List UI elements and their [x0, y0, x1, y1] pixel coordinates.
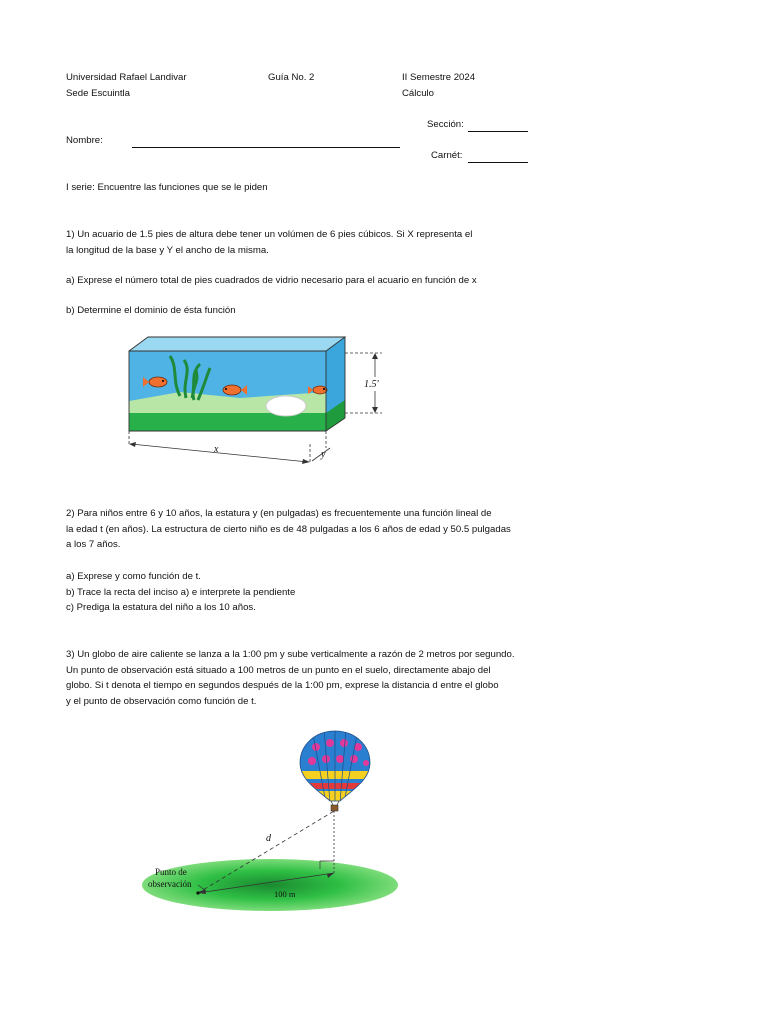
problem-3-line-1: 3) Un globo de aire caliente se lanza a la 1:00 pm y sube verticalmente a razón de 2 metros por segundo. — [66, 649, 515, 660]
aquarium-water-surface — [129, 337, 345, 351]
problem-2-parts — [66, 569, 295, 616]
problem-3-line-4: y el punto de observación como función de t. — [66, 695, 257, 707]
problem-2-part-c: c) Prediga la estatura del niño a los 10 años. — [66, 602, 256, 614]
arrow-down-icon — [372, 407, 378, 413]
problem-2-part-a: a) Exprese y como función de t. — [66, 571, 201, 582]
aquarium-grass-front — [129, 413, 326, 431]
series-title: I serie: Encuentre las funciones que se le piden — [66, 182, 268, 193]
arrow-left-icon — [129, 442, 136, 447]
semester: II Semestre 2024 — [402, 72, 476, 83]
rock-icon — [266, 396, 306, 416]
name-label: Nombre: — [66, 135, 103, 146]
problem-1-part-b: b) Determine el dominio de ésta función — [66, 305, 236, 316]
x-dimension-line — [131, 444, 308, 462]
aquarium-figure — [120, 326, 390, 471]
problem-3-line-3: globo. Si t denota el tiempo en segundos después de la 1:00 pm, exprese la distancia d entre el globo — [66, 680, 499, 692]
carnet-field[interactable] — [468, 162, 528, 163]
problem-2-line-1: 2) Para niños entre 6 y 10 años, la estatura y (en pulgadas) es frecuentemente una función lineal de — [66, 508, 492, 519]
name-field[interactable] — [132, 147, 400, 148]
problem-1-line-2: la longitud de la base y Y el ancho de la misma. — [66, 244, 269, 256]
distance-label: 100 m — [274, 889, 296, 899]
problem-2-line-2: la edad t (en años). La estructura de cierto niño es de 48 pulgadas a los 6 años de edad y 50.5 pulgadas — [66, 523, 511, 535]
arrow-up-icon — [372, 353, 378, 359]
observation-label-line-1: Punto de — [155, 867, 187, 877]
section-label: Sección: — [427, 119, 464, 130]
problem-2-statement — [66, 506, 511, 553]
problem-1-line-1: 1) Un acuario de 1.5 pies de altura debe tener un volúmen de 6 pies cúbicos. Si X representa el — [66, 229, 473, 240]
basket-icon — [331, 805, 338, 811]
observation-label-line-2: observación — [148, 879, 192, 889]
section-field[interactable] — [468, 131, 528, 132]
problem-2-part-b: b) Trace la recta del inciso a) e interprete la pendiente — [66, 586, 296, 598]
problem-2-line-3: a los 7 años. — [66, 539, 121, 551]
problem-1-part-a: a) Exprese el número total de pies cuadrados de vidrio necesario para el acuario en función de x — [66, 275, 477, 286]
problem-3-line-2: Un punto de observación está situado a 100 metros de un punto en el suelo, directamente abajo del — [66, 664, 491, 676]
observation-point — [196, 891, 199, 894]
guide-number: Guía No. 2 — [268, 72, 315, 83]
d-label: d — [266, 833, 271, 844]
hot-air-balloon-icon — [298, 729, 372, 803]
height-label: 1.5' — [364, 379, 379, 390]
x-label: x — [214, 444, 219, 455]
course-name: Cálculo — [402, 88, 434, 99]
carnet-label: Carnét: — [431, 150, 463, 161]
y-label: y — [321, 449, 326, 460]
problem-1-statement — [66, 227, 472, 258]
arrow-right-icon — [302, 459, 310, 464]
problem-3-statement — [66, 647, 515, 709]
university-name: Universidad Rafael Landivar — [66, 72, 187, 83]
campus-name: Sede Escuintla — [66, 88, 130, 99]
balloon-figure — [140, 725, 410, 915]
